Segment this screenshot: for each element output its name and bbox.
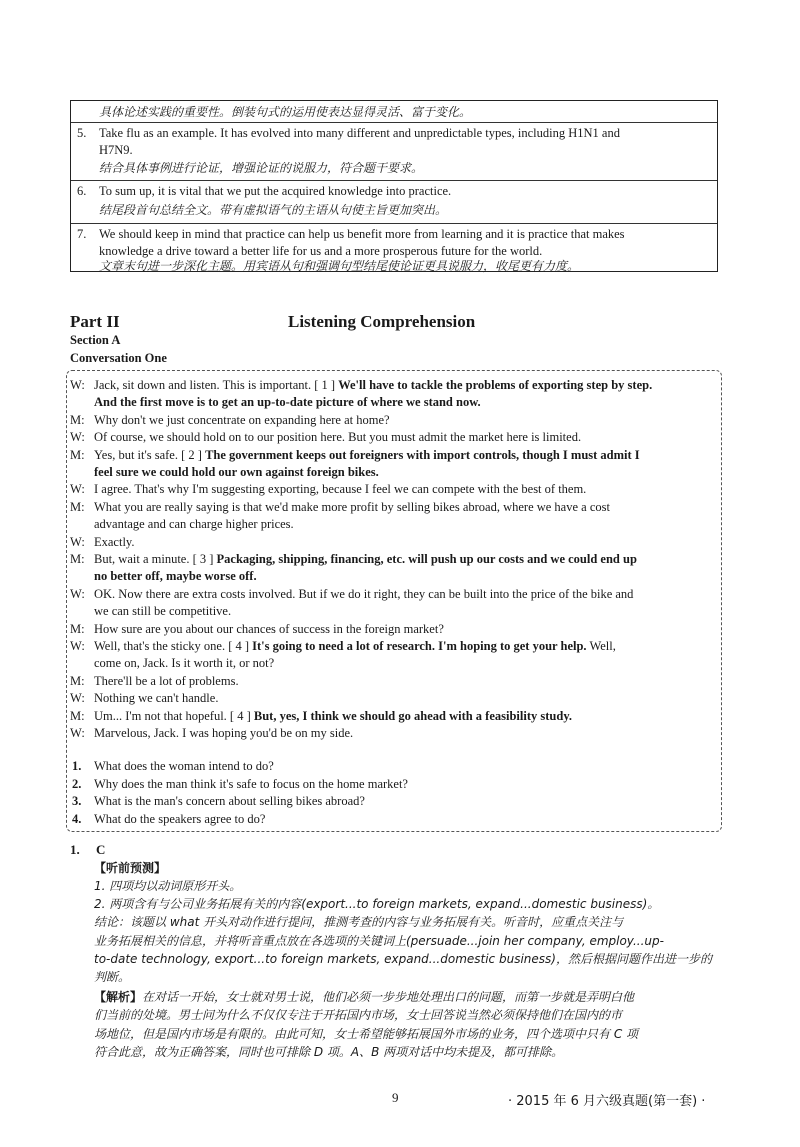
- speaker-label: W:: [70, 586, 85, 601]
- dialogue-line: [94, 586, 714, 603]
- prediction-line: 2. 两项含有与公司业务拓展有关的内容(export...to foreign markets, expand...domestic business)。: [94, 897, 660, 912]
- dialogue-text: Jack, sit down and listen. This is important. [ 1 ]: [94, 378, 339, 392]
- analysis-line: [94, 989, 634, 1006]
- dialogue-text: we can still be competitive.: [94, 604, 232, 619]
- speaker-label: W:: [70, 482, 85, 497]
- prediction-line: 业务拓展相关的信息，并将听音重点放在各选项的关键词上(persuade...join her company, employ...up-: [94, 933, 664, 948]
- item-text: To sum up, it is vital that we put the acquired knowledge into practice.: [99, 184, 452, 198]
- dialogue-text: advantage and can charge higher prices.: [94, 517, 294, 532]
- analysis-text: 在对话一开始，女士就对男士说，他们必须一步步地处理出口的问题，而第一步就是弄明白他: [142, 990, 635, 1005]
- speaker-label: W:: [70, 726, 85, 740]
- dialogue-text: Nothing we can't handle.: [94, 691, 219, 706]
- speaker-label: W:: [70, 430, 85, 445]
- dialogue-line: [94, 394, 714, 411]
- section-label: Section A: [70, 333, 121, 347]
- analysis-line: 们当前的处境。男士问为什么不仅仅专注于开拓国内市场，女士回答说当然必须保持他们在国内的市: [94, 1008, 623, 1023]
- speaker-label: M:: [70, 552, 85, 566]
- question-text: What does the woman intend to do?: [94, 759, 274, 773]
- question-text: Why does the man think it's safe to focus on the home market?: [94, 776, 408, 791]
- dialogue-text: How sure are you about our chances of success in the foreign market?: [94, 621, 444, 636]
- dialogue-line: [94, 412, 714, 429]
- dialogue-text: Well,: [586, 639, 616, 653]
- note-text: 文章末句进一步深化主题。用宾语从句和强调句型结尾使论证更具说服力，收尾更有力度。: [99, 259, 580, 273]
- speaker-label: W:: [70, 639, 85, 653]
- speaker-label: M:: [70, 499, 85, 514]
- analysis-label: 【解析】: [94, 990, 143, 1005]
- dialogue-line: [94, 534, 714, 551]
- prediction-line: 判断。: [94, 970, 131, 984]
- answer-letter: C: [96, 842, 106, 857]
- item-text: knowledge a drive toward a better life for us and a more prosperous future for the world.: [99, 244, 543, 258]
- speaker-label: W:: [70, 378, 85, 392]
- question-number: 2.: [72, 776, 82, 791]
- dialogue-line: [94, 568, 714, 585]
- dialogue-line: [94, 429, 714, 446]
- dialogue-line: [94, 603, 714, 620]
- item-text: Take flu as an example. It has evolved into many different and unpredictable types, including H1N1 and: [99, 126, 620, 140]
- part-label: Part II: [70, 312, 120, 331]
- dialogue-text: Well, that's the sticky one. [ 4 ]: [94, 639, 253, 653]
- dialogue-line: [94, 377, 714, 394]
- note-text: 结尾段首句总结全文。带有虚拟语气的主语从句使主旨更加突出。: [99, 203, 448, 217]
- question-number: 4.: [72, 811, 82, 826]
- key-sentence: It's going to need a lot of research. I'm hoping to get your help.: [252, 639, 587, 653]
- answer-number: 1.: [70, 842, 80, 857]
- key-sentence: no better off, maybe worse off.: [94, 569, 257, 584]
- dialogue-line: [94, 447, 714, 464]
- question-text: What is the man's concern about selling bikes abroad?: [94, 794, 365, 809]
- dialogue-line: [94, 673, 714, 690]
- speaker-label: M:: [70, 621, 85, 636]
- dialogue-line: [94, 464, 714, 481]
- prediction-line: to-date technology, export...to foreign markets, expand...domestic business)，然后根据问题作出进一步的: [94, 951, 712, 966]
- dialogue-text: What you are really saying is that we'd make more profit by selling bikes abroad, where we have a cost: [94, 499, 610, 514]
- key-sentence: Packaging, shipping, financing, etc. will push up our costs and we could end up: [216, 552, 637, 566]
- item-number: 6.: [77, 184, 87, 198]
- analysis-line: 场地位，但是国内市场是有限的。由此可知，女士希望能够拓展国外市场的业务，四个选项中只有 C 项: [94, 1026, 639, 1041]
- item-number: 5.: [77, 126, 87, 140]
- dialogue-text: Yes, but it's safe. [ 2 ]: [94, 447, 206, 462]
- speaker-label: M:: [70, 412, 85, 427]
- dialogue-line: [94, 708, 714, 725]
- dialogue-line: [94, 638, 714, 655]
- essay-notes-box: [70, 100, 718, 272]
- speaker-label: W:: [70, 691, 85, 706]
- item-text: H7N9.: [99, 143, 133, 157]
- prediction-line: 1. 四项均以动词原形开头。: [94, 879, 242, 893]
- key-sentence: The government keeps out foreigners with import controls, though I must admit I: [205, 447, 640, 462]
- note-text: 结合具体事例进行论证，增强论证的说服力，符合题干要求。: [99, 161, 424, 175]
- prediction-heading: 【听前预测】: [94, 861, 167, 875]
- key-sentence: We'll have to tackle the problems of exporting step by step.: [338, 378, 653, 392]
- dialogue-line: [94, 621, 714, 638]
- dialogue-line: [94, 499, 714, 516]
- dialogue-text: Um... I'm not that hopeful. [ 4 ]: [94, 708, 254, 723]
- item-text: We should keep in mind that practice can help us benefit more from learning and it is practice that makes: [99, 227, 625, 241]
- dialogue-text: There'll be a lot of problems.: [94, 673, 239, 688]
- dialogue-text: Why don't we just concentrate on expanding here at home?: [94, 412, 390, 427]
- dialogue-line: [94, 655, 714, 672]
- prediction-line: 结论：该题以 what 开头对动作进行提问，推测考查的内容与业务拓展有关。听音时，应重点关注与: [94, 915, 624, 930]
- part-title: Listening Comprehension: [288, 312, 476, 331]
- key-sentence: feel sure we could hold our own against foreign bikes.: [94, 465, 379, 479]
- dialogue-text: come on, Jack. Is it worth it, or not?: [94, 656, 275, 671]
- conversation-label: Conversation One: [70, 351, 167, 365]
- dialogue-text: Marvelous, Jack. I was hoping you'd be on my side.: [94, 726, 354, 740]
- dialogue-text: But, wait a minute. [ 3 ]: [94, 552, 217, 566]
- divider: [71, 180, 717, 181]
- dialogue-line: [94, 481, 714, 498]
- question-text: What do the speakers agree to do?: [94, 811, 266, 826]
- dialogue-line: [94, 725, 714, 742]
- dialogue-text: I agree. That's why I'm suggesting exporting, because I feel we can compete with the best of them.: [94, 482, 587, 497]
- speaker-label: M:: [70, 673, 85, 688]
- key-sentence: But, yes, I think we should go ahead with a feasibility study.: [253, 708, 573, 723]
- note-text: 具体论述实践的重要性。倒装句式的运用使表达显得灵活、富于变化。: [99, 105, 472, 119]
- speaker-label: M:: [70, 447, 85, 462]
- footer-title: · 2015 年 6 月六级真题(第一套) ·: [508, 1094, 706, 1109]
- item-number: 7.: [77, 227, 87, 241]
- question-number: 3.: [72, 794, 82, 809]
- dialogue-line: [94, 551, 714, 568]
- key-sentence: And the first move is to get an up-to-date picture of where we stand now.: [94, 395, 481, 410]
- speaker-label: M:: [70, 708, 85, 723]
- dialogue-text: Of course, we should hold on to our position here. But you must admit the market here is limited.: [94, 430, 582, 445]
- page-number: 9: [392, 1090, 399, 1105]
- divider: [71, 223, 717, 224]
- dialogue-text: OK. Now there are extra costs involved. But if we do it right, they can be built into the price of the bike and: [94, 586, 634, 601]
- speaker-label: W:: [70, 534, 85, 549]
- analysis-line: 符合此意，故为正确答案，同时也可排除 D 项。A、B 两项对话中均未提及，都可排除。: [94, 1044, 564, 1059]
- divider: [71, 122, 717, 123]
- dialogue-line: [94, 690, 714, 707]
- dialogue-line: [94, 516, 714, 533]
- dialogue-text: Exactly.: [94, 534, 135, 549]
- question-number: 1.: [72, 759, 82, 773]
